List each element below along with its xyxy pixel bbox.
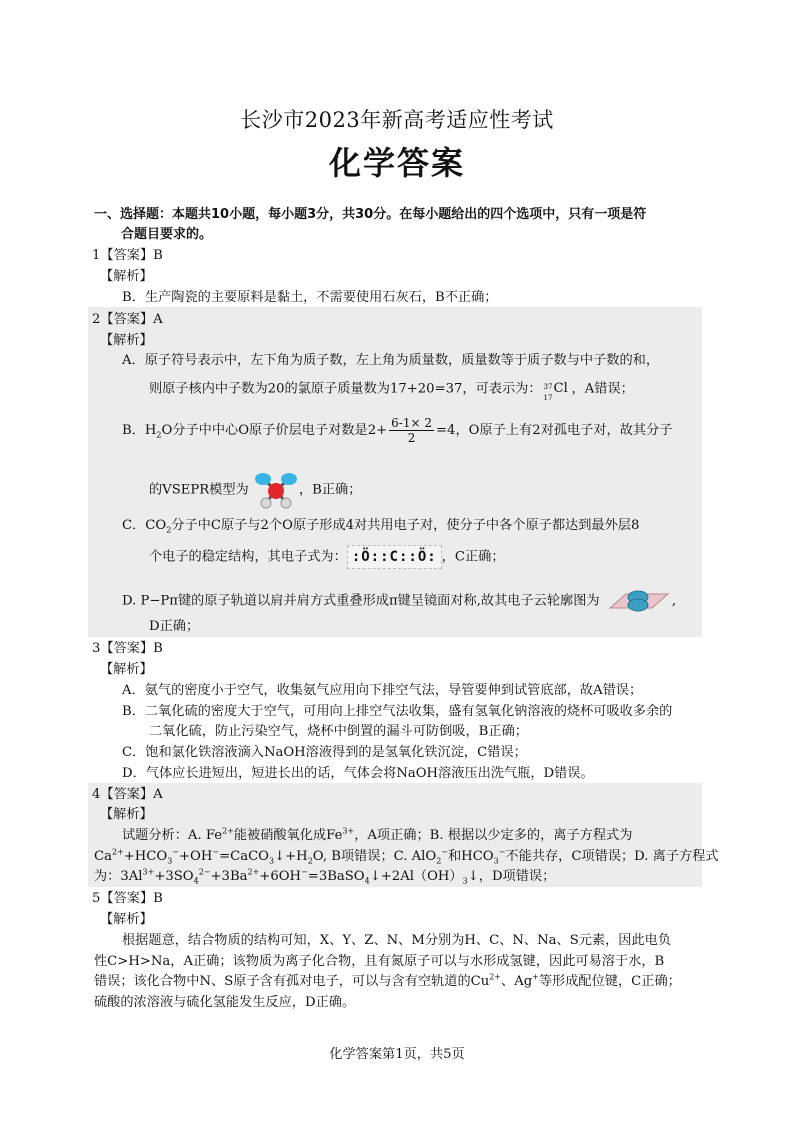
q5-answer: 5【答案】B [92, 891, 163, 906]
q5-line2: 性C>H>Na，A正确；该物质为离子化合物，且有氮原子可以与水形成氢键，因此可易溶于水，B [94, 954, 665, 969]
q2-a2-tail: ，A错误； [571, 381, 634, 397]
q3-option-a: A．氨气的密度小于空气，收集氨气应用向下排空气法，导管要伸到试管底部，故A错误； [122, 683, 643, 698]
q1-option-b: B．生产陶瓷的主要原料是黏土，不需要使用石灰石，B不正确； [122, 290, 498, 305]
q5-line1: 根据题意，结合物质的结构可知，X、Y、Z、N、M分别为H、C、N、Na、S元素，因此电负 [122, 933, 672, 948]
page-footer: 化学答案第1页，共5页 [329, 1047, 465, 1062]
q4-l2-f: O, B项错误；C. AlO [312, 849, 437, 864]
q5-line3 [94, 972, 681, 992]
q2-option-c-line1 [122, 516, 639, 536]
mass-number: 37 [543, 383, 553, 391]
q4-l3-sb1: 4 [193, 876, 199, 886]
q2-b2-pre: 的VSEPR模型为 [149, 482, 249, 498]
page-title: 长沙市2023年新高考适应性考试 [240, 108, 554, 132]
q2-option-a-line1: A．原子符号表示中，左下角为质子数，左上角为质量数，质量数等于质子数与中子数的和， [122, 353, 660, 368]
q2-b1-sub: 2 [156, 430, 162, 440]
element-symbol: Cl [553, 381, 568, 396]
q2-c1-pre: C．CO [122, 518, 167, 533]
q2-c1-sub: 2 [166, 525, 172, 535]
q3-option-d: D．气体应长进短出，短进长出的话，气体会将NaOH溶液压出洗气瓶，D错误。 [122, 766, 594, 781]
q2-c1-post: 分子中C原子与2个O原子形成4对共用电子对，使分子中各个原子都达到最外层8 [171, 518, 640, 533]
q2-b1-mid: O分子中中心O原子价层电子对数是2+ [161, 423, 388, 438]
q2-d1-post: , [671, 593, 677, 609]
q2-option-d-line2: D正确； [149, 619, 200, 634]
q4-l3-f: ↓+2Al（OH） [369, 869, 463, 884]
q4-l3-sb3: 3 [462, 876, 468, 886]
q4-l1-b: 能被硝酸氧化成Fe [233, 828, 343, 843]
fraction-numerator: 6-1× 2 [391, 416, 432, 430]
q3-analysis-label: 【解析】 [100, 662, 153, 677]
q2-option-c-line2 [149, 545, 505, 569]
q4-l2-sb5: 3 [493, 856, 499, 866]
q5-analysis-label: 【解析】 [100, 912, 153, 927]
q4-l2-s4: − [441, 847, 448, 857]
q4-l2-b: +HCO [123, 849, 168, 864]
section-heading-line2: 合题目要求的。 [121, 227, 213, 242]
q4-l2-d: =CaCO [219, 849, 269, 864]
q3-option-c: C．饱和氯化铁溶液滴入NaOH溶液得到的是氢氧化铁沉淀，C错误； [122, 745, 527, 760]
q4-l2-c: +OH [179, 849, 213, 864]
vsepr-model-icon [253, 470, 299, 510]
q2-b2-post: ，B正确； [298, 482, 362, 498]
q3-option-b-line2: 二氧化硫，防止污染空气，烧杯中倒置的漏斗可防倒吸，B正确； [149, 724, 528, 739]
q4-l2-sb2: 3 [268, 856, 275, 866]
q4-l3-b: +3SO [154, 869, 194, 884]
q2-answer: 2【答案】A [92, 312, 163, 327]
q1-answer: 1【答案】B [92, 248, 163, 263]
q4-answer: 4【答案】A [92, 787, 163, 802]
q4-l1-c: ，A项正确；B. 根据以少定多的，离子方程式为 [354, 828, 633, 843]
q2-analysis-label: 【解析】 [100, 333, 153, 348]
q2-b1-pre: B．H [122, 423, 157, 438]
section-heading-line1: 一、选择题：本题共10小题，每小题3分，共30分。在每小题给出的四个选项中，只有一项是符 [94, 207, 647, 222]
q2-b1-post: =4，O原子上有2对孤电子对，故其分子 [436, 423, 673, 438]
q4-l2-g: 和HCO [448, 849, 494, 864]
q5-line4: 硫酸的浓溶液与硫化氢能发生反应，D正确。 [94, 995, 356, 1010]
q4-l2-e: ↓+H [274, 849, 308, 864]
q4-l1-sup1: 2+ [222, 826, 234, 836]
q5-l3-c: 等形成配位键，C正确； [538, 974, 681, 989]
q4-analysis-label: 【解析】 [100, 807, 153, 822]
q4-l2-s3: − [212, 847, 220, 857]
q4-l1-a: 试题分析：A. Fe [122, 828, 223, 843]
fraction [389, 416, 434, 445]
q2-option-b-line1 [122, 416, 672, 445]
q5-l3-s2: + [532, 972, 539, 982]
q2-option-a-line2 [149, 379, 634, 400]
q3-option-b-line1: B．二氧化硫的密度大于空气，可用向上排空气法收集，盛有氢氧化钠溶液的烧杯可吸收多余的 [122, 704, 673, 719]
q2-d1-pre: D. P−Pπ键的原子轨道以肩并肩方式重叠形成π键呈镜面对称,故其电子云轮廓图为 [122, 593, 600, 609]
fraction-denominator: 2 [407, 431, 416, 445]
q4-l2-sb4: 2 [436, 856, 442, 866]
q4-l3-s4: − [301, 867, 308, 877]
q4-l2-h: 不能共存，C项错误；D. 离子方程式 [505, 849, 719, 864]
page-subtitle: 化学答案 [328, 144, 465, 182]
q4-l1-sup2: 3+ [342, 826, 355, 836]
q4-line2 [94, 847, 719, 867]
q4-l3-s3: 2+ [247, 867, 260, 877]
q1-analysis-label: 【解析】 [100, 269, 153, 284]
q4-l3-g: ↓，D项错误； [467, 869, 556, 884]
q2-c2-pre: 个电子的稳定结构，其电子式为： [149, 549, 347, 565]
atomic-number: 17 [543, 394, 553, 402]
co2-lewis-structure: :Ö::C::Ö: [347, 545, 442, 569]
q4-l2-s1: 2+ [111, 847, 124, 857]
q4-l3-s1: 3+ [142, 867, 155, 877]
q4-l3-a: 为：3Al [94, 869, 143, 884]
q4-l2-s5: − [498, 847, 506, 857]
q4-l2-s2: − [172, 847, 179, 857]
q5-l3-s1: 2+ [489, 972, 502, 982]
q4-line3 [94, 867, 555, 887]
q2-c2-post: ，C正确； [441, 549, 505, 565]
chlorine-nuclide-symbol [542, 379, 572, 402]
q2-option-d-line1 [122, 588, 676, 614]
q4-l3-e: =3BaSO [307, 869, 365, 884]
q4-l2-a: Ca [94, 849, 112, 864]
q5-l3-a: 错误；该化合物中N、S原子含有孤对电子，可以与含有空轨道的Cu [94, 974, 490, 989]
q4-l2-sb3: 2 [307, 856, 313, 866]
q4-l2-sb1: 3 [167, 856, 173, 866]
q2-option-b-line2 [149, 470, 361, 510]
q4-line1 [122, 826, 632, 846]
q2-a2-text: 则原子核内中子数为20的氯原子质量数为17+20=37，可表示为： [149, 381, 542, 397]
q4-l3-c: +3Ba [210, 869, 248, 884]
q4-l3-s2: 2− [198, 867, 211, 877]
q4-l3-d: +6OH [259, 869, 302, 884]
q5-l3-b: 、Ag [501, 974, 533, 989]
q3-answer: 3【答案】B [92, 641, 163, 656]
pi-bond-orbital-icon [604, 588, 672, 614]
q4-l3-sb2: 4 [364, 876, 370, 886]
